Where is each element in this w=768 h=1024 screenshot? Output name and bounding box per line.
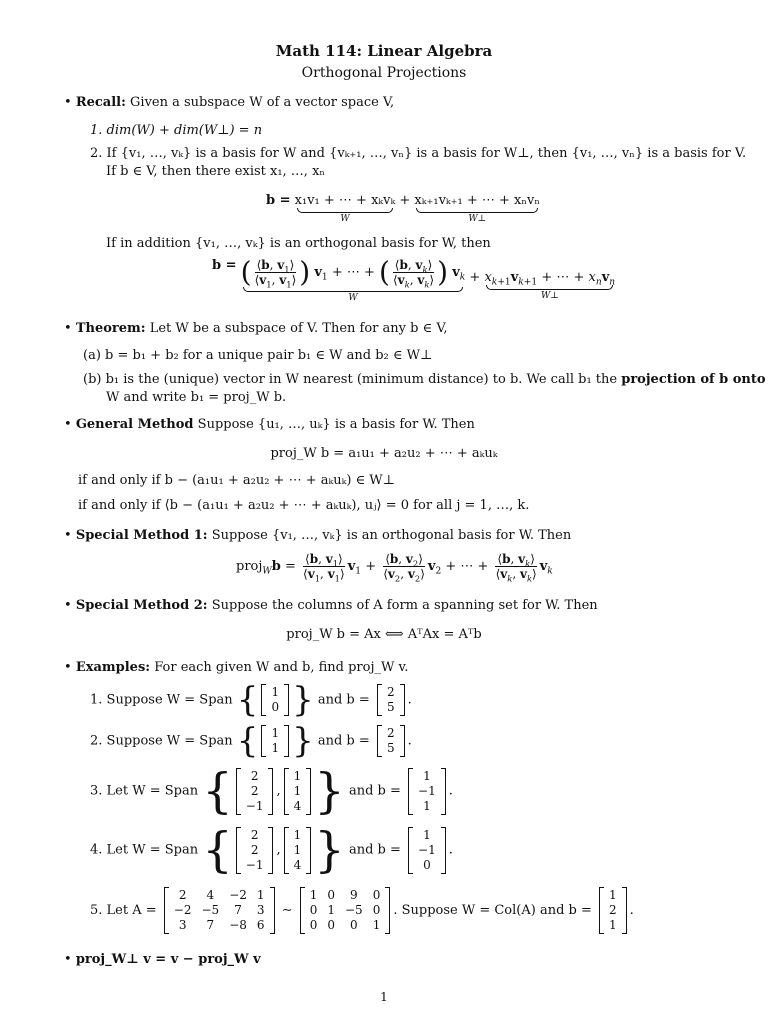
- eq1-part2: xₖ₊₁vₖ₊₁ + ⋯ + xₙvₙ: [414, 193, 540, 208]
- eq1-w-part: [295, 193, 396, 224]
- eq1-label-w: W: [340, 214, 350, 224]
- eq1-wperp-part: [414, 193, 540, 224]
- example-3-label: 3. Let W = Span: [90, 783, 199, 799]
- general-method-bullet: • General Method Suppose {u₁, …, uₖ} is a basis for W. Then: [64, 417, 475, 432]
- theorem-b-bold: projection of b onto: [621, 372, 766, 387]
- eq2-wperp-part: $x_{k+1}v_{k+1}$ + ⋯ + $x_nv_n$ W⊥: [484, 270, 616, 301]
- recall-bullet: • Recall: Given a subspace W of a vector space V,: [64, 95, 395, 110]
- example-4-label: 4. Let W = Span: [90, 842, 199, 858]
- page-subtitle: Orthogonal Projections: [301, 65, 467, 81]
- special-method-2-label: Special Method 2:: [75, 598, 208, 613]
- special-method-1-bullet: • Special Method 1: Suppose {v₁, …, vₖ} is an orthogonal basis for W. Then: [64, 528, 572, 543]
- example-4: 4. Let W = Span { 2 2 −1 , 1 1 4 } and b = 1 −1 0 .: [90, 822, 453, 878]
- theorem-label: Theorem:: [75, 321, 146, 336]
- general-method-equation: proj_W b = a₁u₁ + a₂u₂ + ⋯ + aₖuₖ: [270, 446, 498, 461]
- general-method-text: Suppose {u₁, …, uₖ} is a basis for W. Then: [197, 417, 475, 432]
- example-3: 3. Let W = Span { 2 2 −1 , 1 1 4 } and b = 1 −1 1 .: [90, 763, 453, 819]
- final-formula: proj_W⊥ v = v − proj_W v: [75, 952, 261, 967]
- theorem-text: Let W be a subspace of V. Then for any b ∈ V,: [149, 321, 448, 336]
- page-number: 1: [380, 990, 388, 1004]
- recall-item-2-cont: If b ∈ V, then there exist x₁, …, xₙ: [106, 164, 326, 179]
- eq1-plus: +: [399, 193, 411, 208]
- equation-orthogonal-expansion: b = ( $\frac{⟨b, v_1⟩}{⟨v_1, v_1⟩}$ ) $v_1$ + ⋯ + ( $\frac{⟨b, v_k⟩}{⟨v_k, v_k⟩}$ ) $v_k$ W + $x_{k+1}v_{k+1}$ + ⋯ + $x_nv_n$ W⊥: [212, 255, 616, 303]
- example-2-and-b: and b =: [317, 733, 370, 749]
- example-2: 2. Suppose W = Span { 1 1 } and b = 2 5 .: [90, 721, 412, 761]
- theorem-b: [83, 372, 766, 387]
- orthogonal-basis-text: If in addition {v₁, …, vₖ} is an orthogonal basis for W, then: [106, 236, 491, 251]
- theorem-b-cont: W and write b₁ = proj_W b.: [106, 390, 287, 405]
- special-method-2-text: Suppose the columns of A form a spanning set for W. Then: [211, 598, 598, 613]
- eq2-label-wperp: W⊥: [540, 291, 559, 301]
- recall-text: Given a subspace W of a vector space V,: [130, 95, 395, 110]
- example-1: 1. Suppose W = Span { 1 0 } and b = 2 5 .: [90, 680, 412, 720]
- example-2-label: 2. Suppose W = Span: [90, 733, 233, 749]
- eq1-label-wperp: W⊥: [468, 214, 487, 224]
- general-method-iff-1: if and only if b − (a₁u₁ + a₂u₂ + ⋯ + aₖuₖ) ∈ W⊥: [78, 473, 395, 488]
- example-5-label: 5. Let A =: [90, 903, 157, 918]
- general-method-label: General Method: [75, 417, 194, 432]
- examples-label: Examples:: [75, 660, 151, 675]
- special-method-2-equation: proj_W b = Ax ⟺ AᵀAx = Aᵀb: [286, 627, 482, 642]
- page-title: Math 114: Linear Algebra: [275, 42, 493, 60]
- theorem-b-text: (b) b₁ is the (unique) vector in W nearest (minimum distance) to b. We call b₁ the: [83, 372, 618, 387]
- theorem-a: (a) b = b₁ + b₂ for a unique pair b₁ ∈ W and b₂ ∈ W⊥: [83, 348, 433, 363]
- example-5-mid: . Suppose W = Col(A) and b =: [393, 903, 592, 918]
- special-method-2-bullet: • Special Method 2: Suppose the columns of A form a spanning set for W. Then: [64, 598, 598, 613]
- example-1-and-b: and b =: [317, 692, 370, 708]
- example-3-and-b: and b =: [348, 783, 401, 799]
- example-1-label: 1. Suppose W = Span: [90, 692, 233, 708]
- recall-item-2: 2. If {v₁, …, vₖ} is a basis for W and {vₖ₊₁, …, vₙ} is a basis for W⊥, then {v₁, …, vₙ} is a basis for V.: [90, 146, 747, 161]
- equation-decomposition: [266, 193, 540, 224]
- eq2-label-w: W: [348, 293, 358, 303]
- eq1-part1: x₁v₁ + ⋯ + xₖvₖ: [294, 193, 396, 208]
- example-5: 5. Let A = 2 4 −2 1 −2 −5 7 3 3 7 −8 6 ∼ 1 0 9 0 0 1 −5 0 0 0 0 1 . Suppose W = Col(A) and b = 1 2 1 .: [90, 888, 634, 932]
- special-method-1-label: Special Method 1:: [75, 528, 208, 543]
- eq2-w-part: ( $\frac{⟨b, v_1⟩}{⟨v_1, v_1⟩}$ ) $v_1$ + ⋯ + ( $\frac{⟨b, v_k⟩}{⟨v_k, v_k⟩}$ ) $v_k$ W: [240, 255, 466, 303]
- special-method-1-equation: proj$_W$b = $\frac{⟨b, v_1⟩}{⟨v_1, v_1⟩}$ $v_1$ + $\frac{⟨b, v_2⟩}{⟨v_2, v_2⟩}$ $v_2$ + ⋯ + $\frac{⟨b, v_k⟩}{⟨v_k, v_k⟩}$ $v_k$: [236, 552, 553, 584]
- example-4-and-b: and b =: [348, 842, 401, 858]
- eq1-lhs: b =: [266, 193, 291, 208]
- theorem-bullet: • Theorem: Let W be a subspace of V. Then for any b ∈ V,: [64, 321, 448, 336]
- general-method-iff-2: if and only if ⟨b − (a₁u₁ + a₂u₂ + ⋯ + aₖuₖ), uⱼ⟩ = 0 for all j = 1, …, k.: [78, 498, 530, 513]
- examples-text: For each given W and b, find proj_W v.: [154, 660, 409, 675]
- special-method-1-text: Suppose {v₁, …, vₖ} is an orthogonal basis for W. Then: [211, 528, 572, 543]
- final-bullet: • proj_W⊥ v = v − proj_W v: [64, 952, 261, 967]
- recall-label: Recall:: [75, 95, 126, 110]
- examples-bullet: • Examples: For each given W and b, find proj_W v.: [64, 660, 409, 675]
- recall-item-1: 1. dim(W) + dim(W⊥) = n: [90, 123, 263, 138]
